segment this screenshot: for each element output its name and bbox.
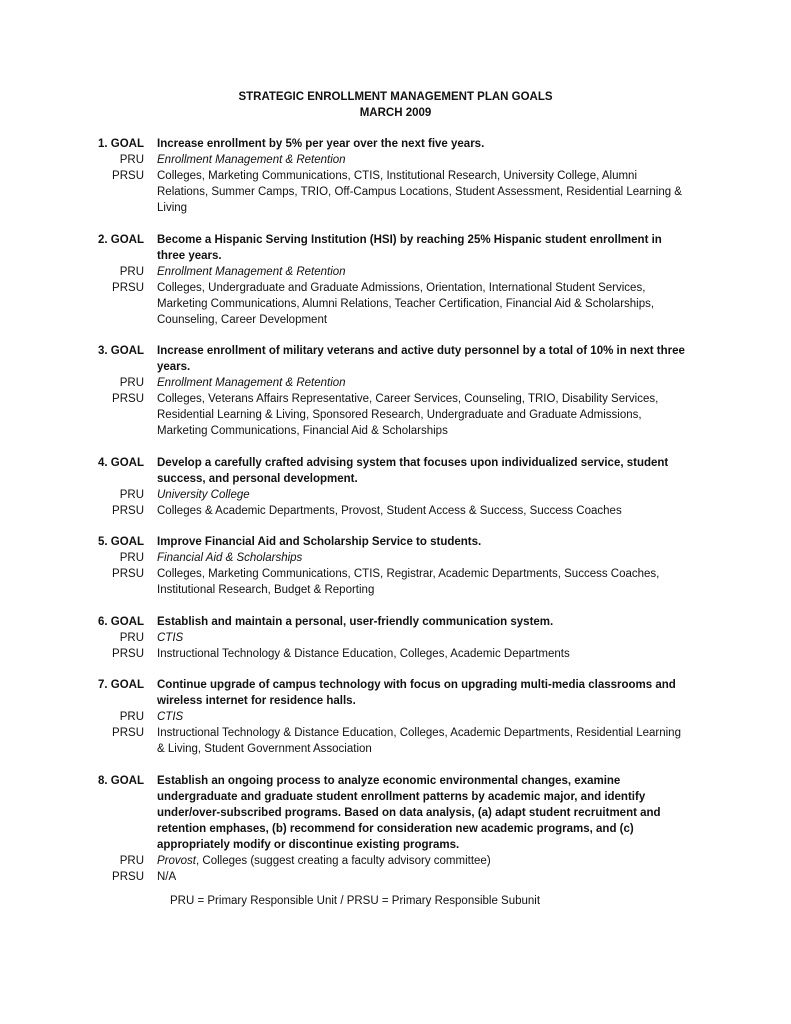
goals-list — [0, 136, 791, 900]
goal-label: 4. GOAL — [97, 456, 144, 469]
goal-text: Continue upgrade of campus technology with focus on upgrading multi-media classrooms and wireless internet for residence halls. — [157, 679, 676, 707]
pru-text: CTIS — [157, 711, 184, 723]
goal-label: 1. GOAL — [97, 138, 144, 150]
goal-text: Develop a carefully crafted advising system that focuses upon individualized service, student success, and personal development. — [157, 456, 669, 485]
goal-label: 8. GOAL — [97, 774, 144, 787]
goal-8 — [0, 773, 791, 885]
prsu-text: N/A — [157, 870, 177, 883]
pru-text: Financial Aid & Scholarships — [157, 552, 303, 564]
goal-5 — [0, 534, 791, 598]
footnote: PRU = Primary Responsible Unit / PRSU = Primary Responsible Subunit — [170, 895, 541, 907]
prsu-text: Colleges, Marketing Communications, CTIS, Institutional Research, University College, Alumni Relations, Summer Camps, TRIO, Off-Campus Locations, Student Assessment, Residential Learning & Living — [157, 170, 682, 214]
pru-text: Enrollment Management & Retention — [157, 377, 346, 389]
pru-label: PRU — [119, 631, 144, 644]
goal-3 — [0, 343, 791, 439]
pru-label: PRU — [119, 154, 144, 166]
goal-6 — [0, 614, 791, 662]
goal-text: Establish an ongoing process to analyze economic environmental changes, examine undergraduate and graduate student enrollment patterns by academic major, and identify under/over-subscribed programs. Based on data analysis, (a) adapt student recruitment and retention emphases, (b) recommend for consideration new academic programs, and (c) appropriately modify or discontinue existing programs. — [157, 774, 661, 851]
goal-label: 2. GOAL — [97, 233, 144, 246]
goal-text: Improve Financial Aid and Scholarship Service to students. — [157, 536, 482, 548]
pru-label: PRU — [119, 488, 144, 501]
pru-text: University College — [157, 488, 250, 501]
goal-4 — [0, 455, 791, 519]
prsu-label: PRSU — [112, 727, 144, 739]
pru-label: PRU — [119, 711, 144, 723]
prsu-label: PRSU — [112, 504, 144, 517]
pru-label: PRU — [119, 552, 144, 564]
goal-text: Establish and maintain a personal, user-friendly communication system. — [157, 615, 554, 628]
pru-label: PRU — [119, 854, 144, 867]
prsu-label: PRSU — [112, 281, 144, 294]
pru-text: CTIS — [157, 631, 184, 644]
prsu-text: Instructional Technology & Distance Education, Colleges, Academic Departments, Residential Learning & Living, Student Government Association — [157, 727, 681, 755]
document-title: STRATEGIC ENROLLMENT MANAGEMENT PLAN GOALS — [238, 91, 553, 103]
pru-text: Enrollment Management & Retention — [157, 154, 346, 166]
goal-label: 3. GOAL — [97, 345, 144, 357]
goal-label: 7. GOAL — [97, 679, 144, 691]
prsu-label: PRSU — [112, 568, 144, 580]
pru-label: PRU — [119, 377, 144, 389]
prsu-label: PRSU — [112, 870, 144, 883]
prsu-label: PRSU — [112, 170, 144, 182]
pru-text: Provost, Colleges (suggest creating a faculty advisory committee) — [157, 854, 491, 867]
prsu-label: PRSU — [112, 393, 144, 405]
goal-text: Become a Hispanic Serving Institution (HSI) by reaching 25% Hispanic student enrollment in three years. — [157, 233, 662, 262]
goal-text: Increase enrollment by 5% per year over the next five years. — [157, 138, 485, 150]
goal-1 — [0, 136, 791, 216]
goal-7 — [0, 677, 791, 757]
goal-2 — [0, 232, 791, 328]
prsu-label: PRSU — [112, 647, 144, 660]
prsu-text: Colleges, Marketing Communications, CTIS, Registrar, Academic Departments, Success Coaches, Institutional Research, Budget & Reporting — [157, 568, 660, 596]
prsu-text: Colleges, Undergraduate and Graduate Admissions, Orientation, International Student Services, Marketing Communications, Alumni Relations, Teacher Certification, Financial Aid & Scholarships, Counseling, Career Development — [157, 281, 655, 326]
goal-text: Increase enrollment of military veterans and active duty personnel by a total of 10% in next three years. — [157, 345, 685, 373]
prsu-text: Colleges, Veterans Affairs Representative, Career Services, Counseling, TRIO, Disability Services, Residential Learning & Living, Sponsored Research, Undergraduate and Graduate Admissions, Marketing Communications, Financial Aid & Scholarships — [157, 393, 659, 437]
prsu-text: Colleges & Academic Departments, Provost, Student Access & Success, Success Coaches — [157, 504, 622, 517]
document-date: MARCH 2009 — [359, 107, 432, 119]
goal-label: 5. GOAL — [97, 536, 144, 548]
goal-label: 6. GOAL — [97, 615, 144, 628]
pru-label: PRU — [119, 265, 144, 278]
prsu-text: Instructional Technology & Distance Education, Colleges, Academic Departments — [157, 647, 570, 660]
pru-text: Enrollment Management & Retention — [157, 265, 346, 278]
